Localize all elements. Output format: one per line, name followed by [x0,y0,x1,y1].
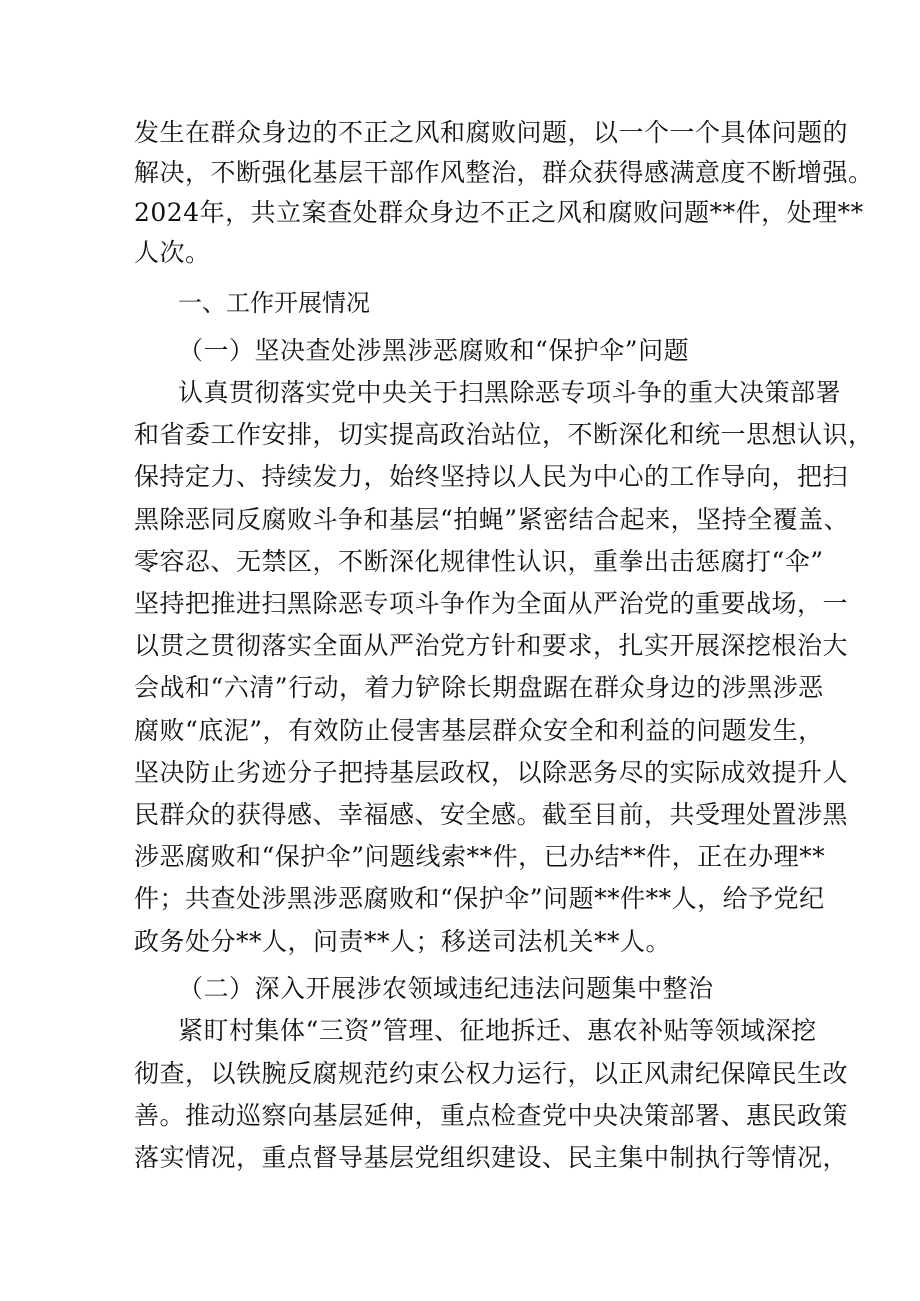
paragraph-line: 零容忍、无禁区，不断深化规律性认识，重拳出击惩腐打“伞” [134,547,824,576]
paragraph-line: 和省委工作安排，切实提高政治站位，不断深化和统一思想认识， [134,420,874,449]
subsection-title: （二）深入开展涉农领域违纪违法问题集中整治 [178,974,714,1003]
paragraph-line: 善。推动巡察向基层延伸，重点检查党中央决策部署、惠民政策 [134,1101,849,1130]
paragraph-line: 腐败“底泥”，有效防止侵害基层群众安全和利益的问题发生， [134,716,824,745]
paragraph-line: 人次。 [134,238,211,267]
paragraph-line: 民群众的获得感、幸福感、安全感。截至目前，共受理处置涉黑 [134,800,849,829]
paragraph-line: 解决，不断强化基层干部作风整治，群众获得感满意度不断增强。 [134,158,874,187]
paragraph-line: 保持定力、持续发力，始终坚持以人民为中心的工作导向，把扫 [134,462,849,491]
paragraph-line: 认真贯彻落实党中央关于扫黑除恶专项斗争的重大决策部署 [178,378,842,407]
paragraph-line: 涉恶腐败和“保护伞”问题线索**件，已办结**件，正在办理** [134,842,826,871]
paragraph-line: 政务处分**人，问责**人；移送司法机关**人。 [134,927,672,956]
paragraph-line: 件；共查处涉黑涉恶腐败和“保护伞”问题**件**人，给予党纪 [134,884,825,913]
paragraph-line: 黑除恶同反腐败斗争和基层“拍蝇”紧密结合起来，坚持全覆盖、 [134,505,850,534]
subsection-title: （一）坚决查处涉黑涉恶腐败和“保护伞”问题 [178,336,690,365]
paragraph-line: 坚决防止劣迹分子把持基层政权，以除恶务尽的实际成效提升人 [134,758,849,787]
paragraph-line: 紧盯村集体“三资”管理、征地拆迁、惠农补贴等领域深挖 [178,1016,817,1045]
section-title: 一、工作开展情况 [178,289,370,317]
paragraph-line: 2024年，共立案查处群众身边不正之风和腐败问题**件，处理** [134,198,864,227]
paragraph-line: 坚持把推进扫黑除恶专项斗争作为全面从严治党的重要战场，一 [134,589,849,618]
paragraph-line: 以贯之贯彻落实全面从严治党方针和要求，扎实开展深挖根治大 [134,631,849,660]
paragraph-line: 落实情况，重点督导基层党组织建设、民主集中制执行等情况， [134,1143,849,1172]
paragraph-line: 发生在群众身边的不正之风和腐败问题，以一个一个具体问题的 [134,118,849,147]
paragraph-line: 彻查，以铁腕反腐规范约束公权力运行，以正风肃纪保障民生改 [134,1059,849,1088]
paragraph-line: 会战和“六清”行动，着力铲除长期盘踞在群众身边的涉黑涉恶 [134,673,824,702]
